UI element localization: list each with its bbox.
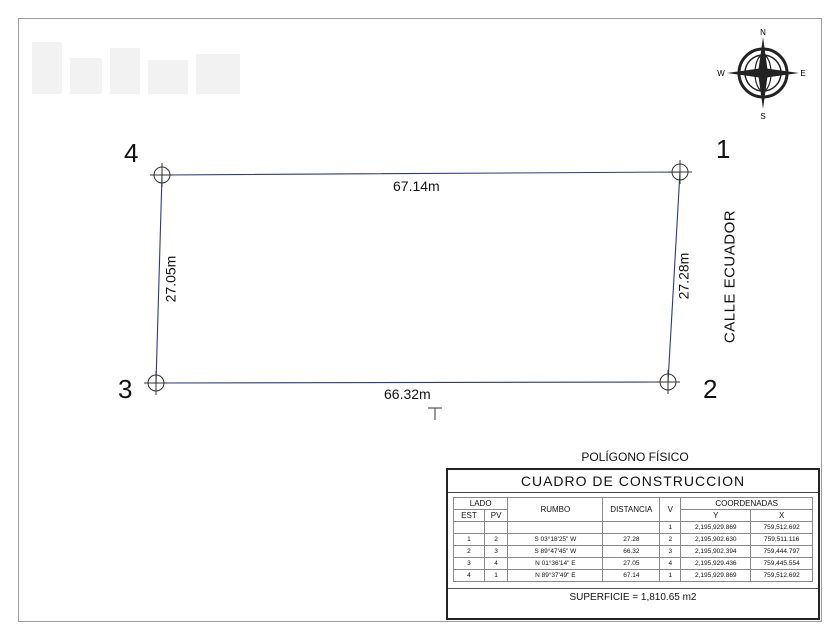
cell-y: 2,195,902.394 bbox=[681, 546, 751, 558]
cell-y: 2,195,902.630 bbox=[681, 534, 751, 546]
vertex-marker-3 bbox=[144, 371, 168, 395]
cell-rumbo: S 89°47'45" W bbox=[508, 546, 603, 558]
compass-w-label: W bbox=[717, 69, 725, 78]
coordinates-table bbox=[453, 497, 813, 582]
header-y: Y bbox=[681, 510, 751, 522]
cell-est: 3 bbox=[454, 558, 485, 570]
header-lado: LADO bbox=[454, 498, 508, 510]
dimension-right: 27.28m bbox=[675, 252, 692, 300]
cell-v: 3 bbox=[660, 546, 681, 558]
table-row bbox=[454, 570, 813, 582]
cell-rumbo: N 01°36'14" E bbox=[508, 558, 603, 570]
dimension-left: 27.05m bbox=[162, 255, 179, 303]
cell-est: 1 bbox=[454, 534, 485, 546]
header-rumbo: RUMBO bbox=[508, 498, 603, 522]
surface-area: SUPERFICIE = 1,810.65 m2 bbox=[448, 588, 818, 603]
header-pv: PV bbox=[484, 510, 508, 522]
dimension-top: 67.14m bbox=[393, 178, 440, 194]
header-est: EST bbox=[454, 510, 485, 522]
benchmark-mark bbox=[428, 408, 442, 420]
cell-pv: 1 bbox=[484, 570, 508, 582]
cell-v: 2 bbox=[660, 534, 681, 546]
table-row bbox=[454, 546, 813, 558]
table-row bbox=[454, 534, 813, 546]
cell-v: 1 bbox=[660, 570, 681, 582]
cell-x: 759,512.692 bbox=[751, 522, 813, 534]
vertex-label-3: 3 bbox=[118, 374, 133, 404]
cell-est: 4 bbox=[454, 570, 485, 582]
cell-distancia: 67.14 bbox=[603, 570, 660, 582]
cell-est: 2 bbox=[454, 546, 485, 558]
cell-distancia: 27.05 bbox=[603, 558, 660, 570]
cell-x: 759,445.554 bbox=[751, 558, 813, 570]
vertex-marker-2 bbox=[656, 370, 680, 394]
vertex-label-4: 4 bbox=[124, 138, 139, 168]
vertex-label-2: 2 bbox=[703, 374, 718, 404]
construction-table bbox=[446, 468, 820, 620]
cell-distancia: 27.28 bbox=[603, 534, 660, 546]
compass-n-label: N bbox=[760, 28, 766, 37]
cell-pv: 3 bbox=[484, 546, 508, 558]
cell-x: 759,511.116 bbox=[751, 534, 813, 546]
cell-rumbo: S 03°18'25" W bbox=[508, 534, 603, 546]
dimension-bottom: 66.32m bbox=[384, 386, 431, 402]
vertex-marker-1 bbox=[668, 160, 692, 184]
compass-rose bbox=[717, 28, 805, 121]
cell-y: 2,195,929.436 bbox=[681, 558, 751, 570]
table-title: CUADRO DE CONSTRUCCION bbox=[448, 470, 818, 493]
cell-y: 2,195,929.869 bbox=[681, 570, 751, 582]
header-coordenadas: COORDENADAS bbox=[681, 498, 813, 510]
vertex-marker-4 bbox=[150, 163, 174, 187]
cell-v: 4 bbox=[660, 558, 681, 570]
header-v: V bbox=[660, 498, 681, 522]
compass-s-label: S bbox=[760, 112, 766, 121]
cell-x: 759,444.797 bbox=[751, 546, 813, 558]
vertex-label-1: 1 bbox=[716, 134, 731, 164]
cell-pv: 4 bbox=[484, 558, 508, 570]
table-row bbox=[454, 522, 813, 534]
cell-distancia: 66.32 bbox=[603, 546, 660, 558]
header-x: X bbox=[751, 510, 813, 522]
street-label: CALLE ECUADOR bbox=[721, 209, 739, 344]
cell-v: 1 bbox=[660, 522, 681, 534]
cell-x: 759,512.692 bbox=[751, 570, 813, 582]
table-row bbox=[454, 558, 813, 570]
compass-e-label: E bbox=[800, 69, 806, 78]
cell-rumbo: N 89°37'49" E bbox=[508, 570, 603, 582]
header-distancia: DISTANCIA bbox=[603, 498, 660, 522]
polygon-title: POLÍGONO FÍSICO bbox=[581, 450, 689, 464]
cell-pv: 2 bbox=[484, 534, 508, 546]
lot-polygon bbox=[156, 172, 680, 383]
cell-y: 2,195,929.869 bbox=[681, 522, 751, 534]
